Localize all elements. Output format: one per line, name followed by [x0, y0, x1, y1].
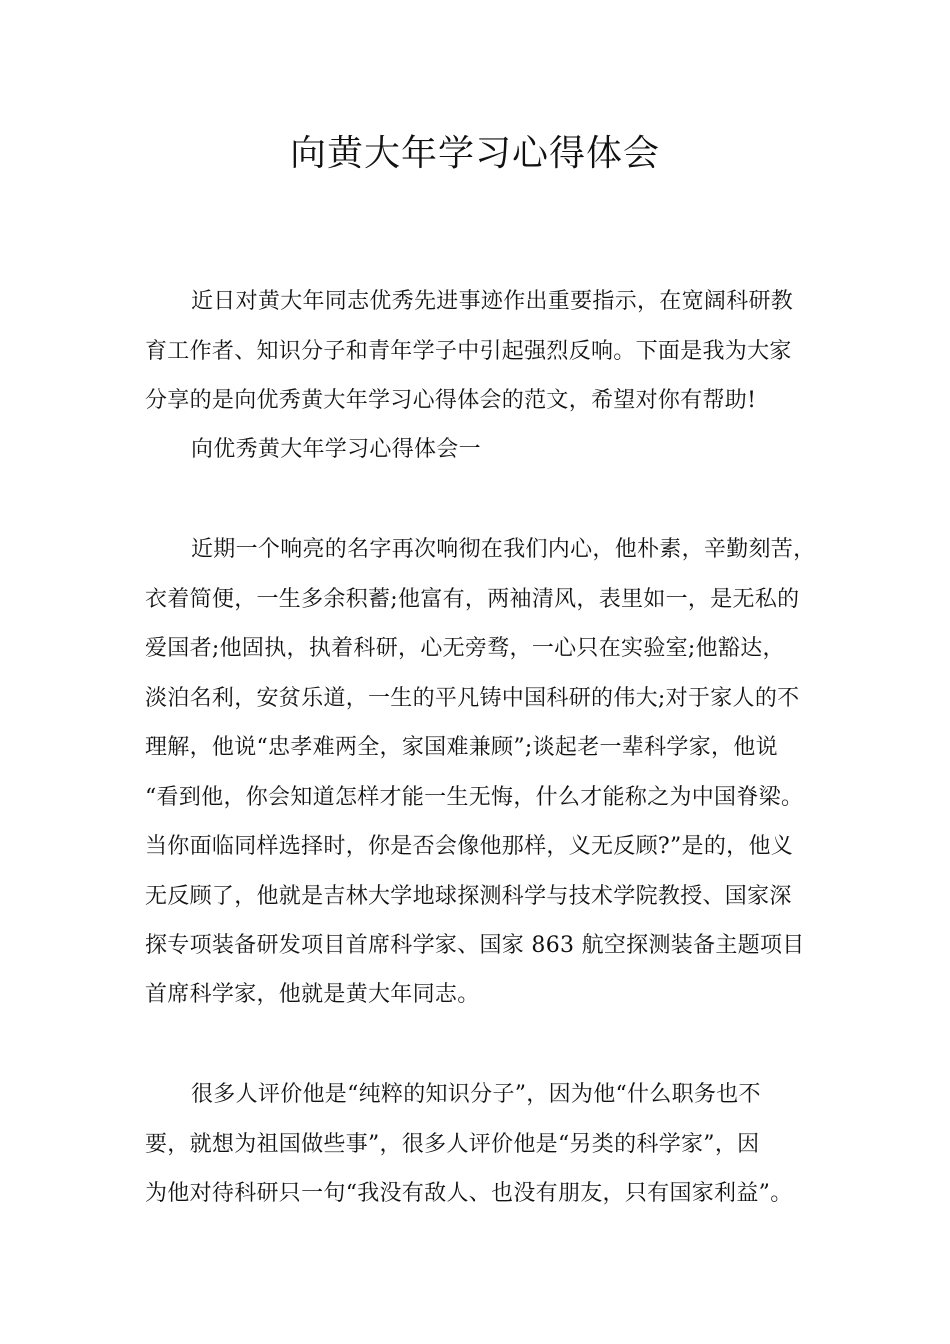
paragraph-2-line-9: 探专项装备研发项目首席科学家、国家 863 航空探测装备主题项目 — [145, 933, 805, 958]
paragraph-2-line-3: 爱国者;他固执，执着科研，心无旁骛，一心只在实验室;他豁达， — [145, 636, 785, 661]
paragraph-2-line-8: 无反顾了，他就是吉林大学地球探测科学与技术学院教授、国家深 — [145, 884, 792, 909]
paragraph-3-line-1: 很多人评价他是“纯粹的知识分子”，因为他“什么职务也不 — [191, 1082, 761, 1107]
paragraph-3-line-3: 为他对待科研只一句“我没有敌人、也没有朋友，只有国家利益”。 — [145, 1181, 793, 1206]
paragraph-1-line-1: 近日对黄大年同志优秀先进事迹作出重要指示，在宽阔科研教 — [191, 289, 794, 314]
paragraph-2-line-2: 衣着简便，一生多余积蓄;他富有，两袖清风，表里如一，是无私的 — [145, 587, 800, 612]
paragraph-2-line-10: 首席科学家，他就是黄大年同志。 — [145, 982, 480, 1007]
document-title: 向黄大年学习心得体会 — [289, 133, 660, 174]
paragraph-2-line-7: 当你面临同样选择时，你是否会像他那样，义无反顾?”是的，他义 — [145, 834, 794, 859]
paragraph-1-line-2: 育工作者、知识分子和青年学子中引起强烈反响。下面是我为大家 — [145, 339, 792, 364]
paragraph-2-line-4: 淡泊名利，安贫乐道，一生的平凡铸中国科研的伟大;对于家人的不 — [145, 686, 800, 711]
paragraph-3-line-2: 要，就想为祖国做些事”，很多人评价他是“另类的科学家”，因 — [145, 1132, 760, 1157]
section-heading: 向优秀黄大年学习心得体会一 — [191, 437, 481, 462]
paragraph-1-line-3: 分享的是向优秀黄大年学习心得体会的范文，希望对你有帮助! — [145, 388, 757, 413]
paragraph-2-line-6: “看到他，你会知道怎样才能一生无悔，什么才能称之为中国脊梁。 — [145, 785, 804, 810]
paragraph-2-line-1: 近期一个响亮的名字再次响彻在我们内心，他朴素，辛勤刻苦， — [191, 537, 816, 562]
paragraph-2-line-5: 理解，他说“忠孝难两全，家国难兼顾”;谈起老一辈科学家，他说 — [145, 735, 778, 760]
